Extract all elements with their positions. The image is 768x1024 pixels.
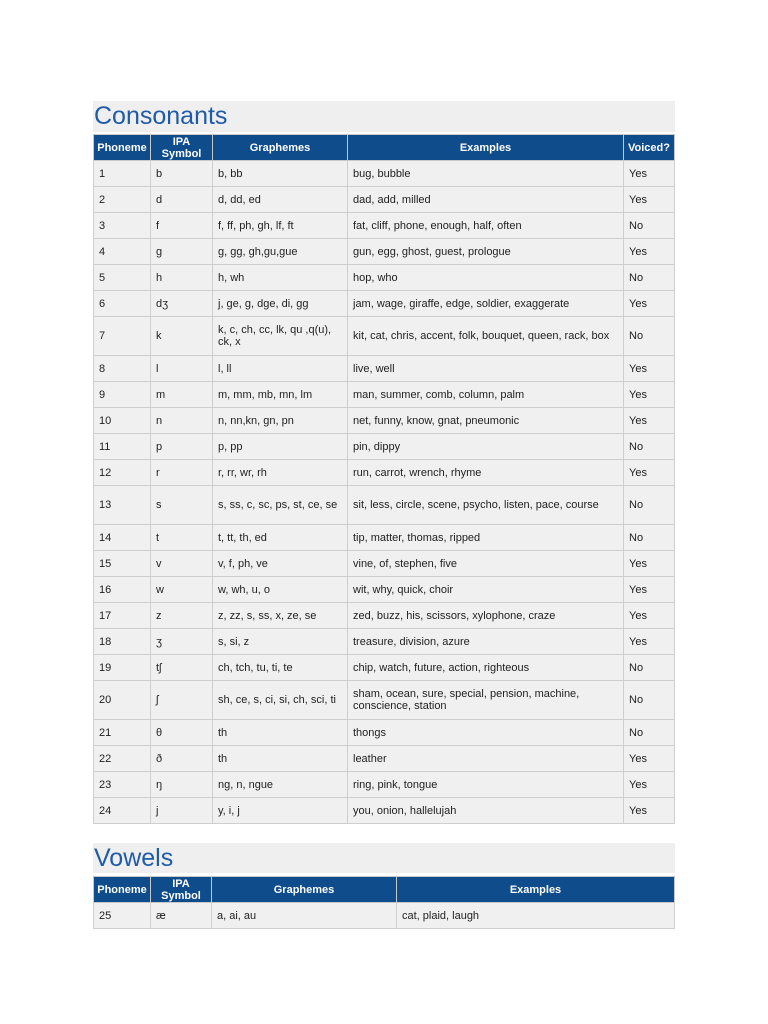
vowels-header-row [94,877,675,903]
phoneme-cell: 16 [94,577,151,603]
voiced-cell: No [624,525,675,551]
phoneme-cell: 8 [94,356,151,382]
consonants-header-row [94,135,675,161]
examples-cell: live, well [348,356,624,382]
vowels-heading: Vowels [93,843,675,873]
table-row [94,291,675,317]
phoneme-cell: 22 [94,746,151,772]
header-ipa-symbol: IPA Symbol [151,135,213,161]
phoneme-cell: 20 [94,681,151,720]
header-graphemes: Graphemes [213,135,348,161]
graphemes-cell: a, ai, au [212,903,397,929]
graphemes-cell: n, nn,kn, gn, pn [213,408,348,434]
header-phoneme: Phoneme [94,135,151,161]
ipa-symbol-cell: s [151,486,213,525]
examples-cell: you, onion, hallelujah [348,798,624,824]
voiced-cell: No [624,655,675,681]
examples-cell: chip, watch, future, action, righteous [348,655,624,681]
graphemes-cell: m, mm, mb, mn, lm [213,382,348,408]
phoneme-cell: 7 [94,317,151,356]
voiced-cell: Yes [624,746,675,772]
header-phoneme: Phoneme [94,877,151,903]
header-ipa-symbol: IPA Symbol [151,877,212,903]
phoneme-cell: 10 [94,408,151,434]
phoneme-cell: 19 [94,655,151,681]
header-examples: Examples [348,135,624,161]
table-row [94,603,675,629]
header-graphemes: Graphemes [212,877,397,903]
consonants-heading: Consonants [93,101,675,132]
ipa-symbol-cell: t [151,525,213,551]
ipa-symbol-cell: m [151,382,213,408]
voiced-cell: Yes [624,772,675,798]
graphemes-cell: r, rr, wr, rh [213,460,348,486]
graphemes-cell: h, wh [213,265,348,291]
ipa-symbol-cell: z [151,603,213,629]
examples-cell: zed, buzz, his, scissors, xylophone, craze [348,603,624,629]
phoneme-cell: 5 [94,265,151,291]
voiced-cell: Yes [624,798,675,824]
table-row [94,577,675,603]
consonants-table [93,134,675,824]
phoneme-cell: 14 [94,525,151,551]
graphemes-cell: f, ff, ph, gh, lf, ft [213,213,348,239]
examples-cell: leather [348,746,624,772]
ipa-symbol-cell: k [151,317,213,356]
voiced-cell: Yes [624,577,675,603]
voiced-cell: Yes [624,161,675,187]
table-row [94,486,675,525]
ipa-symbol-cell: w [151,577,213,603]
table-row [94,746,675,772]
phoneme-cell: 17 [94,603,151,629]
table-row [94,629,675,655]
voiced-cell: Yes [624,291,675,317]
graphemes-cell: th [213,746,348,772]
ipa-symbol-cell: j [151,798,213,824]
examples-cell: bug, bubble [348,161,624,187]
table-row [94,434,675,460]
table-row [94,317,675,356]
table-row [94,460,675,486]
voiced-cell: No [624,434,675,460]
ipa-symbol-cell: v [151,551,213,577]
ipa-symbol-cell: h [151,265,213,291]
table-row [94,213,675,239]
examples-cell: net, funny, know, gnat, pneumonic [348,408,624,434]
examples-cell: ring, pink, tongue [348,772,624,798]
graphemes-cell: d, dd, ed [213,187,348,213]
ipa-symbol-cell: dʒ [151,291,213,317]
voiced-cell: Yes [624,551,675,577]
header-examples: Examples [397,877,675,903]
voiced-cell: No [624,265,675,291]
table-row [94,382,675,408]
voiced-cell: Yes [624,187,675,213]
examples-cell: sham, ocean, sure, special, pension, machine, conscience, station [348,681,624,720]
voiced-cell: Yes [624,382,675,408]
ipa-symbol-cell: d [151,187,213,213]
examples-cell: gun, egg, ghost, guest, prologue [348,239,624,265]
phoneme-cell: 11 [94,434,151,460]
phoneme-cell: 12 [94,460,151,486]
ipa-symbol-cell: n [151,408,213,434]
voiced-cell: Yes [624,629,675,655]
graphemes-cell: s, ss, c, sc, ps, st, ce, se [213,486,348,525]
phoneme-cell: 24 [94,798,151,824]
examples-cell: run, carrot, wrench, rhyme [348,460,624,486]
ipa-symbol-cell: p [151,434,213,460]
graphemes-cell: k, c, ch, cc, lk, qu ,q(u), ck, x [213,317,348,356]
examples-cell: wit, why, quick, choir [348,577,624,603]
graphemes-cell: p, pp [213,434,348,460]
graphemes-cell: l, ll [213,356,348,382]
voiced-cell: Yes [624,356,675,382]
table-row [94,239,675,265]
ipa-symbol-cell: θ [151,720,213,746]
graphemes-cell: t, tt, th, ed [213,525,348,551]
ipa-symbol-cell: ð [151,746,213,772]
graphemes-cell: s, si, z [213,629,348,655]
examples-cell: tip, matter, thomas, ripped [348,525,624,551]
examples-cell: jam, wage, giraffe, edge, soldier, exaggerate [348,291,624,317]
examples-cell: man, summer, comb, column, palm [348,382,624,408]
examples-cell: cat, plaid, laugh [397,903,675,929]
examples-cell: pin, dippy [348,434,624,460]
graphemes-cell: g, gg, gh,gu,gue [213,239,348,265]
graphemes-cell: v, f, ph, ve [213,551,348,577]
table-row [94,720,675,746]
voiced-cell: No [624,317,675,356]
voiced-cell: Yes [624,460,675,486]
phoneme-cell: 4 [94,239,151,265]
examples-cell: thongs [348,720,624,746]
graphemes-cell: w, wh, u, o [213,577,348,603]
graphemes-cell: sh, ce, s, ci, si, ch, sci, ti [213,681,348,720]
graphemes-cell: b, bb [213,161,348,187]
table-row [94,408,675,434]
examples-cell: treasure, division, azure [348,629,624,655]
voiced-cell: No [624,213,675,239]
voiced-cell: No [624,720,675,746]
ipa-symbol-cell: f [151,213,213,239]
examples-cell: vine, of, stephen, five [348,551,624,577]
table-row [94,903,675,929]
table-row [94,551,675,577]
graphemes-cell: th [213,720,348,746]
examples-cell: sit, less, circle, scene, psycho, listen, pace, course [348,486,624,525]
voiced-cell: No [624,486,675,525]
phoneme-cell: 23 [94,772,151,798]
ipa-symbol-cell: ŋ [151,772,213,798]
ipa-symbol-cell: æ [151,903,212,929]
table-row [94,356,675,382]
voiced-cell: No [624,681,675,720]
examples-cell: dad, add, milled [348,187,624,213]
phoneme-cell: 2 [94,187,151,213]
table-row [94,187,675,213]
vowels-table [93,876,675,929]
phoneme-cell: 6 [94,291,151,317]
graphemes-cell: ng, n, ngue [213,772,348,798]
table-row [94,772,675,798]
table-row [94,655,675,681]
graphemes-cell: y, i, j [213,798,348,824]
voiced-cell: Yes [624,239,675,265]
table-row [94,161,675,187]
ipa-symbol-cell: r [151,460,213,486]
table-row [94,525,675,551]
voiced-cell: Yes [624,603,675,629]
ipa-symbol-cell: tʃ [151,655,213,681]
ipa-symbol-cell: g [151,239,213,265]
examples-cell: hop, who [348,265,624,291]
ipa-symbol-cell: ʒ [151,629,213,655]
graphemes-cell: j, ge, g, dge, di, gg [213,291,348,317]
voiced-cell: Yes [624,408,675,434]
examples-cell: kit, cat, chris, accent, folk, bouquet, queen, rack, box [348,317,624,356]
examples-cell: fat, cliff, phone, enough, half, often [348,213,624,239]
graphemes-cell: ch, tch, tu, ti, te [213,655,348,681]
phoneme-cell: 25 [94,903,151,929]
phoneme-cell: 1 [94,161,151,187]
phoneme-cell: 13 [94,486,151,525]
ipa-symbol-cell: b [151,161,213,187]
phoneme-cell: 18 [94,629,151,655]
graphemes-cell: z, zz, s, ss, x, ze, se [213,603,348,629]
table-row [94,265,675,291]
phoneme-cell: 9 [94,382,151,408]
phoneme-cell: 15 [94,551,151,577]
table-row [94,681,675,720]
phoneme-cell: 21 [94,720,151,746]
table-row [94,798,675,824]
header-voiced: Voiced? [624,135,675,161]
ipa-symbol-cell: l [151,356,213,382]
phoneme-cell: 3 [94,213,151,239]
ipa-symbol-cell: ʃ [151,681,213,720]
